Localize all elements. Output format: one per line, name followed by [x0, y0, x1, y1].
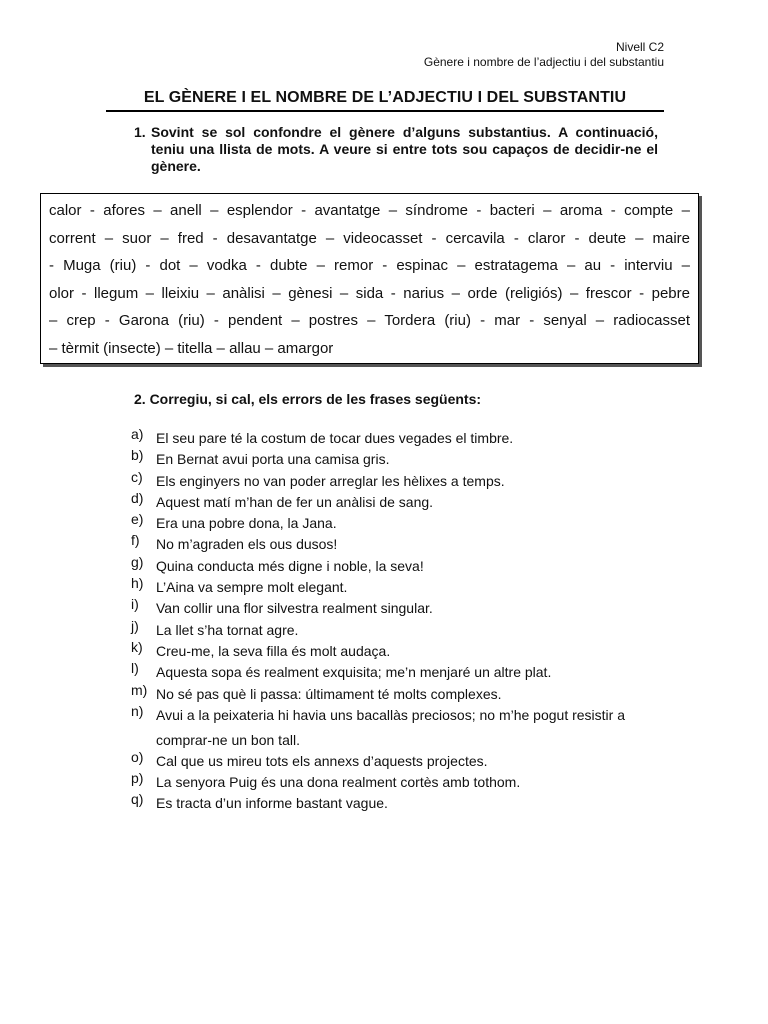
- item-sentence: Creu-me, la seva filla és molt audaça.: [156, 642, 391, 659]
- item-letter: l): [131, 660, 139, 677]
- item-letter: q): [131, 791, 144, 808]
- item-sentence: Aquesta sopa és realment exquisita; me’n menjaré un altre plat.: [156, 664, 552, 681]
- item-letter: c): [131, 468, 143, 485]
- item-sentence: Quina conducta més digne i noble, la seva!: [156, 557, 424, 574]
- item-sentence: Els enginyers no van poder arreglar les hèlixes a temps.: [156, 472, 505, 489]
- level-label: Nivell C2: [615, 40, 664, 54]
- item-sentence: Es tracta d’un informe bastant vague.: [156, 795, 388, 812]
- item-sentence: Aquest matí m’han de fer un anàlisi de sang.: [156, 493, 434, 510]
- item-sentence: No sé pas què li passa: últimament té molts complexes.: [156, 685, 502, 702]
- exercise-1: [134, 124, 658, 175]
- exercise-2-heading: 2. Corregiu, si cal, els errors de les frases següents:: [134, 391, 482, 407]
- list-item: [131, 791, 691, 816]
- item-letter: d): [131, 489, 144, 506]
- item-letter: b): [131, 447, 144, 464]
- item-letter: o): [131, 748, 144, 765]
- item-sentence: La senyora Puig és una dona realment cortès amb tothom.: [156, 774, 521, 791]
- word-list-line: - Muga (riu) - dot – vodka - dubte – remor - espinac – estratagema – au - interviu –: [49, 257, 690, 274]
- item-letter: h): [131, 575, 144, 592]
- word-list-line: corrent – suor – fred - desavantatge – videocasset - cercavila - claror - deute – maire: [49, 229, 690, 247]
- item-letter: i): [131, 596, 139, 613]
- word-list-line: – crep - Garona (riu) - pendent – postres – Tordera (riu) - mar - senyal – radiocasset: [49, 312, 690, 329]
- item-letter: e): [131, 511, 144, 528]
- page-title: EL GÈNERE I EL NOMBRE DE L’ADJECTIU I DEL SUBSTANTIU: [106, 88, 664, 112]
- item-sentence: Avui a la peixateria hi havia uns bacallàs preciosos; no m’he pogut resistir a comprar-ne un bon tall.: [156, 706, 625, 748]
- item-letter: f): [131, 532, 140, 549]
- item-letter: g): [131, 553, 144, 570]
- item-letter: k): [131, 638, 143, 655]
- item-sentence: Van collir una flor silvestra realment singular.: [156, 600, 433, 617]
- item-sentence: El seu pare té la costum de tocar dues vegades el timbre.: [156, 430, 514, 446]
- word-list-box: [40, 193, 699, 364]
- exercise-1-instruction: Sovint se sol confondre el gènere d’alguns substantius. A continuació, teniu una llista de mots. A veure si entre tots sou capaços de decidir-ne el gènere.: [151, 124, 658, 174]
- header-subtitle: Gènere i nombre de l’adjectiu i del substantiu: [423, 55, 664, 69]
- word-list-line: – tèrmit (insecte) – titella – allau – amargor: [49, 339, 334, 357]
- item-letter: a): [131, 426, 144, 442]
- item-letter: j): [131, 617, 139, 634]
- item-sentence: En Bernat avui porta una camisa gris.: [156, 451, 390, 468]
- item-letter: p): [131, 770, 144, 787]
- sentence-list: [131, 426, 691, 817]
- page-header: [424, 40, 664, 70]
- word-list-line: calor - afores – anell – esplendor - avantatge – síndrome - bacteri – aroma - compte –: [49, 202, 690, 219]
- item-sentence: No m’agraden els ous dusos!: [156, 536, 338, 553]
- item-letter: m): [131, 681, 148, 698]
- list-item: [131, 703, 691, 753]
- item-sentence: La llet s’ha tornat agre.: [156, 621, 299, 638]
- item-sentence: L’Aina va sempre molt elegant.: [156, 579, 348, 596]
- word-list-line: olor - llegum – lleixiu – anàlisi – gènesi – sida - narius – orde (religiós) – frescor - pebre: [49, 284, 690, 302]
- item-letter: n): [131, 702, 144, 719]
- item-sentence: Era una pobre dona, la Jana.: [156, 515, 337, 532]
- item-sentence: Cal que us mireu tots els annexs d’aquests projectes.: [156, 752, 488, 769]
- exercise-1-number: 1.: [134, 124, 146, 140]
